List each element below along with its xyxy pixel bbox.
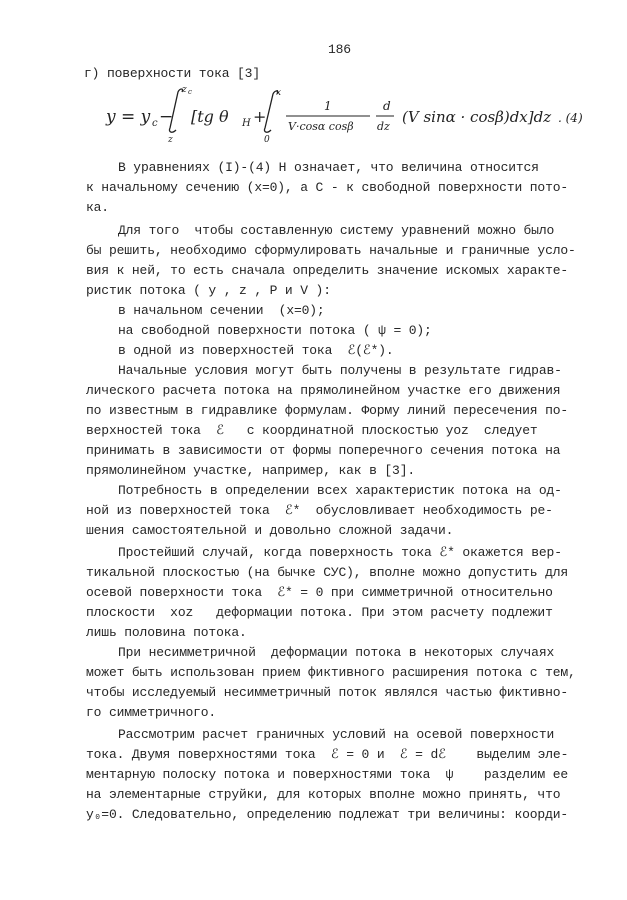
text-line-4: Для того чтобы составленную систему уравнений можно было bbox=[118, 223, 555, 238]
text-line-23: плоскости xoz деформации потока. При этом расчету подлежит bbox=[86, 605, 553, 620]
equation-4 bbox=[96, 84, 596, 144]
text-line-2: к начальному сечению (x=0), а C - к свободной поверхности пото- bbox=[86, 180, 569, 195]
text-line-8: в начальном сечении (x=0); bbox=[118, 303, 325, 318]
formula-eq-no: . (4) bbox=[558, 111, 583, 125]
formula-tg-sub: H bbox=[242, 118, 251, 129]
text-line-6: вия к ней, то есть сначала определить значение искомых характе- bbox=[86, 263, 569, 278]
text-line-32: на элементарные струйки, для которых вполне можно принять, что bbox=[86, 787, 561, 802]
equation-4-svg bbox=[96, 84, 596, 144]
text-line-14: верхностей тока ℰ с координатной плоскостью yoz следует bbox=[86, 423, 538, 438]
int-upper-sub: c bbox=[188, 88, 192, 96]
formula-tg: [tg θ bbox=[191, 107, 229, 126]
text-line-1: В уравнениях (I)-(4) H означает, что величина относится bbox=[118, 160, 539, 175]
text-line-10: в одной из поверхностей тока ℰ(ℰ*). bbox=[118, 343, 394, 358]
frac1-num: 1 bbox=[324, 99, 332, 113]
text-line-21: тикальной плоскостью (на бычке СУС), вполне можно допустить для bbox=[86, 565, 569, 580]
frac2-den: dz bbox=[377, 120, 390, 133]
text-line-28: го симметричного. bbox=[86, 705, 217, 720]
inner-lower: 0 bbox=[264, 135, 270, 144]
text-line-20: Простейший случай, когда поверхность тока ℰ* окажется вер- bbox=[118, 545, 562, 560]
text-line-7: ристик потока ( y , z , P и V ): bbox=[86, 283, 331, 298]
section-heading: г) поверхности тока [3] bbox=[84, 66, 260, 81]
page-number: 186 bbox=[328, 42, 351, 57]
formula-plus: + bbox=[253, 107, 267, 126]
text-line-12: лического расчета потока на прямолинейном участке его движения bbox=[86, 383, 561, 398]
text-line-15: принимать в зависимости от формы поперечного сечения потока на bbox=[86, 443, 561, 458]
formula-lhs: y = y bbox=[106, 107, 151, 127]
inner-upper: x bbox=[276, 88, 282, 98]
text-line-3: ка. bbox=[86, 200, 109, 215]
formula-lhs-sub: c bbox=[152, 118, 158, 129]
text-line-24: лишь половина потока. bbox=[86, 625, 247, 640]
formula-paren: (V sinα · cosβ)dx]dz bbox=[402, 108, 552, 126]
int-lower: z bbox=[168, 135, 173, 144]
text-line-22: осевой поверхности тока ℰ* = 0 при симметричной относительно bbox=[86, 585, 553, 600]
text-line-13: по известным в гидравлике формулам. Форму линий пересечения по- bbox=[86, 403, 569, 418]
text-line-31: ментарную полоску потока и поверхностями тока ψ разделим ее bbox=[86, 767, 569, 782]
text-line-11: Начальные условия могут быть получены в результате гидрав- bbox=[118, 363, 562, 378]
text-line-25: При несимметричной деформации потока в некоторых случаях bbox=[118, 645, 555, 660]
text-line-18: ной из поверхностей тока ℰ* обусловливает необходимость ре- bbox=[86, 503, 553, 518]
int-upper: z bbox=[182, 85, 187, 95]
text-line-17: Потребность в определении всех характеристик потока на од- bbox=[118, 483, 562, 498]
text-line-29: Рассмотрим расчет граничных условий на осевой поверхности bbox=[118, 727, 555, 742]
text-line-5: бы решить, необходимо сформулировать начальные и граничные усло- bbox=[86, 243, 576, 258]
text-line-27: чтобы исследуемый несимметричный поток являлся частью фиктивно- bbox=[86, 685, 569, 700]
text-line-19: шения самостоятельной и довольно сложной задачи. bbox=[86, 523, 454, 538]
frac2-num: d bbox=[383, 99, 391, 113]
frac1-den: V·cosα cosβ bbox=[288, 120, 354, 133]
formula-minus: − bbox=[159, 107, 174, 127]
text-line-33: y₀=0. Следовательно, определению подлежат три величины: коорди- bbox=[86, 807, 569, 822]
text-line-30: тока. Двумя поверхностями тока ℰ = 0 и ℰ = dℰ выделим эле- bbox=[86, 747, 569, 762]
text-line-26: может быть использован прием фиктивного расширения потока с тем, bbox=[86, 665, 576, 680]
text-line-16: прямолинейном участке, например, как в [3]. bbox=[86, 463, 416, 478]
text-line-9: на свободной поверхности потока ( ψ = 0); bbox=[118, 323, 432, 338]
